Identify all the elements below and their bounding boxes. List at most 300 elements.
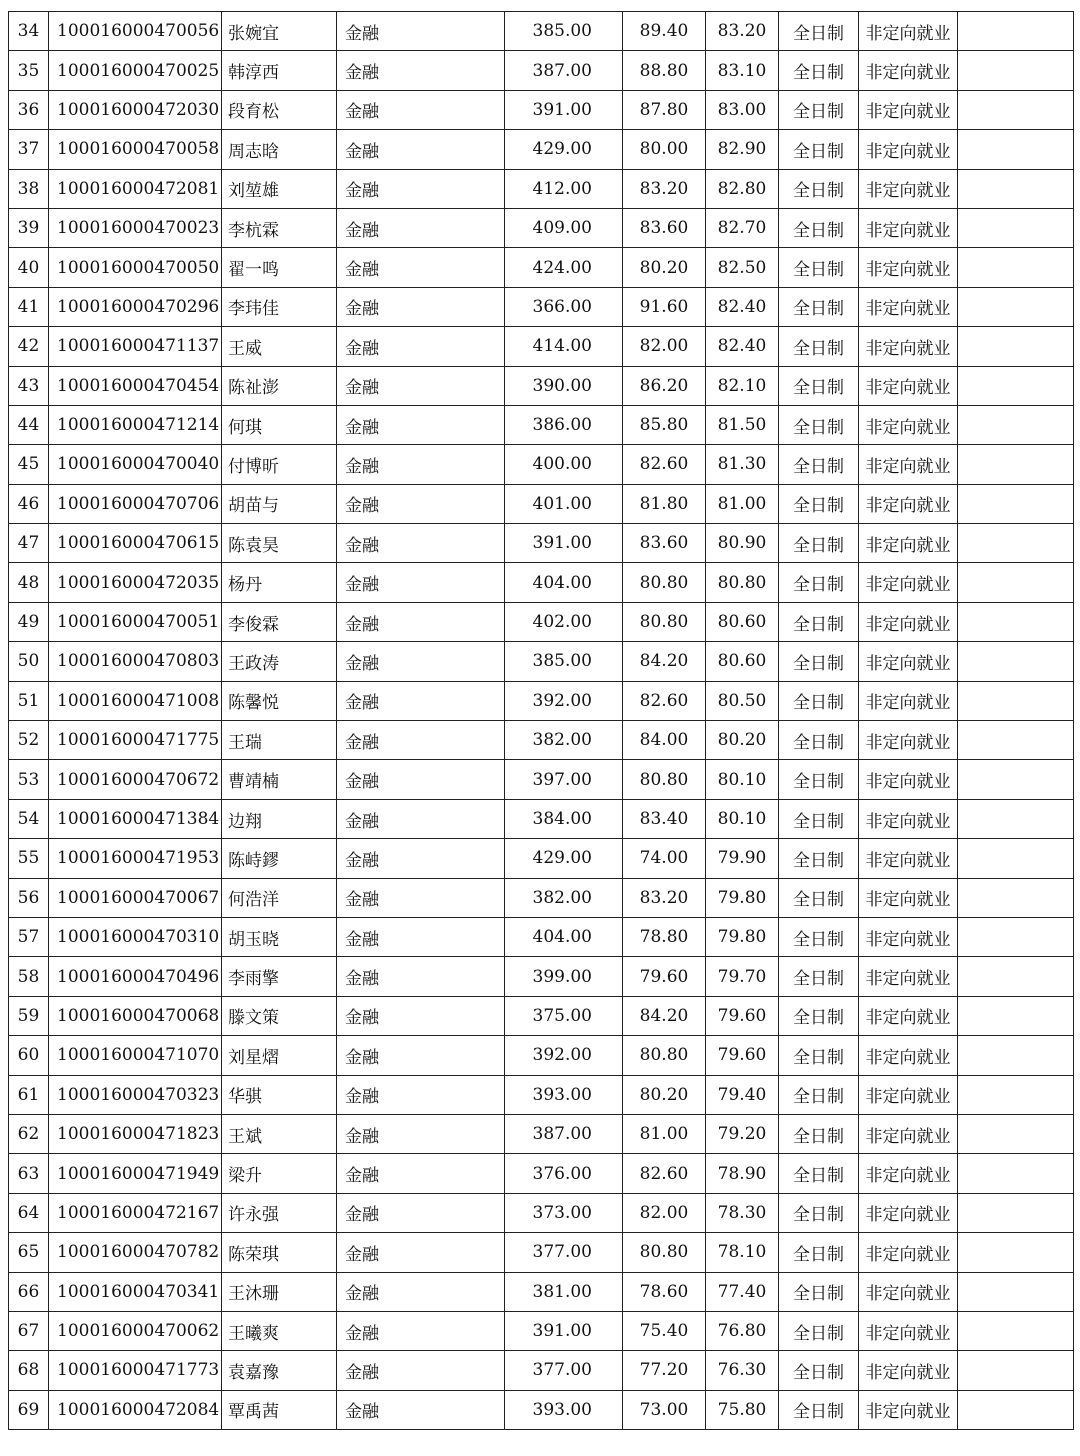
- exam-score-cell: 414.00: [505, 327, 623, 366]
- row-number-cell: 37: [9, 130, 49, 169]
- exam-score-cell: 385.00: [505, 642, 623, 681]
- major-cell: 金融: [337, 642, 505, 681]
- interview-score-cell: 80.80: [623, 1036, 706, 1075]
- interview-score-cell: 83.40: [623, 799, 706, 838]
- remark-cell: [958, 327, 1074, 366]
- exam-score-cell: 424.00: [505, 248, 623, 287]
- candidate-id-cell: 100016000470062: [49, 1311, 222, 1350]
- total-score-cell: 83.10: [706, 51, 779, 90]
- candidate-id-cell: 100016000470310: [49, 917, 222, 956]
- exam-score-cell: 390.00: [505, 366, 623, 405]
- total-score-cell: 81.50: [706, 405, 779, 444]
- candidate-id-cell: 100016000470496: [49, 957, 222, 996]
- table-row: [9, 208, 1074, 247]
- employment-type-cell: 非定向就业: [859, 1351, 958, 1390]
- total-score-cell: 81.00: [706, 484, 779, 523]
- candidate-name-cell: 李俊霖: [222, 602, 337, 641]
- candidate-name-cell: 刘堃雄: [222, 169, 337, 208]
- employment-type-cell: 非定向就业: [859, 1154, 958, 1193]
- employment-type-cell: 非定向就业: [859, 90, 958, 129]
- table-row: [9, 642, 1074, 681]
- remark-cell: [958, 130, 1074, 169]
- total-score-cell: 79.40: [706, 1075, 779, 1114]
- candidate-name-cell: 王威: [222, 327, 337, 366]
- major-cell: 金融: [337, 878, 505, 917]
- remark-cell: [958, 1233, 1074, 1272]
- interview-score-cell: 84.20: [623, 996, 706, 1035]
- table-row: [9, 484, 1074, 523]
- exam-score-cell: 409.00: [505, 208, 623, 247]
- remark-cell: [958, 1351, 1074, 1390]
- interview-score-cell: 80.80: [623, 760, 706, 799]
- table-row: [9, 169, 1074, 208]
- table-row: [9, 1154, 1074, 1193]
- table-row: [9, 248, 1074, 287]
- candidate-name-cell: 韩淳西: [222, 51, 337, 90]
- employment-type-cell: 非定向就业: [859, 366, 958, 405]
- remark-cell: [958, 721, 1074, 760]
- table-row: [9, 1114, 1074, 1153]
- major-cell: 金融: [337, 327, 505, 366]
- candidate-id-cell: 100016000471823: [49, 1114, 222, 1153]
- major-cell: 金融: [337, 996, 505, 1035]
- candidate-name-cell: 周志晗: [222, 130, 337, 169]
- candidate-id-cell: 100016000470051: [49, 602, 222, 641]
- study-mode-cell: 全日制: [779, 839, 859, 878]
- total-score-cell: 83.20: [706, 12, 779, 51]
- remark-cell: [958, 366, 1074, 405]
- major-cell: 金融: [337, 1075, 505, 1114]
- row-number-cell: 49: [9, 602, 49, 641]
- total-score-cell: 82.50: [706, 248, 779, 287]
- study-mode-cell: 全日制: [779, 957, 859, 996]
- candidate-id-cell: 100016000470040: [49, 445, 222, 484]
- table-row: [9, 524, 1074, 563]
- remark-cell: [958, 1036, 1074, 1075]
- candidate-id-cell: 100016000470782: [49, 1233, 222, 1272]
- exam-score-cell: 391.00: [505, 1311, 623, 1350]
- employment-type-cell: 非定向就业: [859, 405, 958, 444]
- table-row: [9, 1311, 1074, 1350]
- employment-type-cell: 非定向就业: [859, 1036, 958, 1075]
- major-cell: 金融: [337, 1272, 505, 1311]
- table-row: [9, 563, 1074, 602]
- interview-score-cell: 86.20: [623, 366, 706, 405]
- employment-type-cell: 非定向就业: [859, 484, 958, 523]
- candidate-name-cell: 陈荣琪: [222, 1233, 337, 1272]
- remark-cell: [958, 878, 1074, 917]
- study-mode-cell: 全日制: [779, 445, 859, 484]
- candidate-id-cell: 100016000471773: [49, 1351, 222, 1390]
- table-row: [9, 1233, 1074, 1272]
- remark-cell: [958, 1311, 1074, 1350]
- candidate-name-cell: 陈祉澎: [222, 366, 337, 405]
- total-score-cell: 82.80: [706, 169, 779, 208]
- remark-cell: [958, 602, 1074, 641]
- major-cell: 金融: [337, 366, 505, 405]
- total-score-cell: 82.40: [706, 287, 779, 326]
- total-score-cell: 80.90: [706, 524, 779, 563]
- candidate-id-cell: 100016000471384: [49, 799, 222, 838]
- row-number-cell: 44: [9, 405, 49, 444]
- interview-score-cell: 81.80: [623, 484, 706, 523]
- row-number-cell: 35: [9, 51, 49, 90]
- exam-score-cell: 392.00: [505, 1036, 623, 1075]
- candidate-name-cell: 杨丹: [222, 563, 337, 602]
- remark-cell: [958, 445, 1074, 484]
- row-number-cell: 38: [9, 169, 49, 208]
- employment-type-cell: 非定向就业: [859, 681, 958, 720]
- row-number-cell: 62: [9, 1114, 49, 1153]
- table-row: [9, 366, 1074, 405]
- total-score-cell: 80.10: [706, 799, 779, 838]
- candidate-id-cell: 100016000470058: [49, 130, 222, 169]
- total-score-cell: 80.60: [706, 602, 779, 641]
- total-score-cell: 79.60: [706, 1036, 779, 1075]
- employment-type-cell: 非定向就业: [859, 721, 958, 760]
- candidate-id-cell: 100016000471214: [49, 405, 222, 444]
- major-cell: 金融: [337, 51, 505, 90]
- candidate-name-cell: 陈馨悦: [222, 681, 337, 720]
- total-score-cell: 82.40: [706, 327, 779, 366]
- study-mode-cell: 全日制: [779, 1036, 859, 1075]
- interview-score-cell: 80.00: [623, 130, 706, 169]
- major-cell: 金融: [337, 1036, 505, 1075]
- candidate-name-cell: 滕文策: [222, 996, 337, 1035]
- remark-cell: [958, 287, 1074, 326]
- total-score-cell: 82.90: [706, 130, 779, 169]
- study-mode-cell: 全日制: [779, 996, 859, 1035]
- remark-cell: [958, 957, 1074, 996]
- study-mode-cell: 全日制: [779, 1311, 859, 1350]
- study-mode-cell: 全日制: [779, 602, 859, 641]
- table-row: [9, 445, 1074, 484]
- remark-cell: [958, 1075, 1074, 1114]
- remark-cell: [958, 1193, 1074, 1232]
- study-mode-cell: 全日制: [779, 51, 859, 90]
- row-number-cell: 53: [9, 760, 49, 799]
- interview-score-cell: 84.20: [623, 642, 706, 681]
- total-score-cell: 75.80: [706, 1390, 779, 1429]
- table-row: [9, 996, 1074, 1035]
- interview-score-cell: 80.80: [623, 563, 706, 602]
- study-mode-cell: 全日制: [779, 1154, 859, 1193]
- major-cell: 金融: [337, 721, 505, 760]
- row-number-cell: 66: [9, 1272, 49, 1311]
- candidate-name-cell: 胡苗与: [222, 484, 337, 523]
- table-row: [9, 327, 1074, 366]
- exam-score-cell: 386.00: [505, 405, 623, 444]
- study-mode-cell: 全日制: [779, 208, 859, 247]
- table-row: [9, 957, 1074, 996]
- interview-score-cell: 80.80: [623, 1233, 706, 1272]
- study-mode-cell: 全日制: [779, 130, 859, 169]
- row-number-cell: 55: [9, 839, 49, 878]
- table-row: [9, 760, 1074, 799]
- candidate-name-cell: 梁升: [222, 1154, 337, 1193]
- exam-score-cell: 373.00: [505, 1193, 623, 1232]
- major-cell: 金融: [337, 1114, 505, 1153]
- table-row: [9, 1390, 1074, 1429]
- candidate-name-cell: 陈峙鏐: [222, 839, 337, 878]
- study-mode-cell: 全日制: [779, 1193, 859, 1232]
- row-number-cell: 59: [9, 996, 49, 1035]
- major-cell: 金融: [337, 799, 505, 838]
- major-cell: 金融: [337, 602, 505, 641]
- remark-cell: [958, 51, 1074, 90]
- candidate-name-cell: 张婉宜: [222, 12, 337, 51]
- major-cell: 金融: [337, 1390, 505, 1429]
- study-mode-cell: 全日制: [779, 1075, 859, 1114]
- candidate-id-cell: 100016000472035: [49, 563, 222, 602]
- row-number-cell: 64: [9, 1193, 49, 1232]
- row-number-cell: 50: [9, 642, 49, 681]
- row-number-cell: 48: [9, 563, 49, 602]
- total-score-cell: 83.00: [706, 90, 779, 129]
- row-number-cell: 42: [9, 327, 49, 366]
- study-mode-cell: 全日制: [779, 799, 859, 838]
- row-number-cell: 67: [9, 1311, 49, 1350]
- row-number-cell: 68: [9, 1351, 49, 1390]
- candidate-name-cell: 陈袁昊: [222, 524, 337, 563]
- candidate-id-cell: 100016000470025: [49, 51, 222, 90]
- employment-type-cell: 非定向就业: [859, 169, 958, 208]
- study-mode-cell: 全日制: [779, 917, 859, 956]
- exam-score-cell: 401.00: [505, 484, 623, 523]
- study-mode-cell: 全日制: [779, 563, 859, 602]
- employment-type-cell: 非定向就业: [859, 287, 958, 326]
- employment-type-cell: 非定向就业: [859, 208, 958, 247]
- table-body: [9, 12, 1074, 1430]
- study-mode-cell: 全日制: [779, 484, 859, 523]
- candidate-id-cell: 100016000471137: [49, 327, 222, 366]
- interview-score-cell: 78.80: [623, 917, 706, 956]
- table-row: [9, 1036, 1074, 1075]
- total-score-cell: 79.20: [706, 1114, 779, 1153]
- major-cell: 金融: [337, 445, 505, 484]
- employment-type-cell: 非定向就业: [859, 996, 958, 1035]
- exam-score-cell: 377.00: [505, 1233, 623, 1272]
- table-row: [9, 721, 1074, 760]
- interview-score-cell: 91.60: [623, 287, 706, 326]
- admission-table: [8, 11, 1074, 1430]
- study-mode-cell: 全日制: [779, 12, 859, 51]
- row-number-cell: 39: [9, 208, 49, 247]
- remark-cell: [958, 760, 1074, 799]
- study-mode-cell: 全日制: [779, 366, 859, 405]
- table-row: [9, 130, 1074, 169]
- study-mode-cell: 全日制: [779, 524, 859, 563]
- major-cell: 金融: [337, 524, 505, 563]
- major-cell: 金融: [337, 760, 505, 799]
- exam-score-cell: 391.00: [505, 90, 623, 129]
- major-cell: 金融: [337, 287, 505, 326]
- remark-cell: [958, 917, 1074, 956]
- exam-score-cell: 393.00: [505, 1075, 623, 1114]
- exam-score-cell: 397.00: [505, 760, 623, 799]
- candidate-id-cell: 100016000471953: [49, 839, 222, 878]
- study-mode-cell: 全日制: [779, 169, 859, 208]
- interview-score-cell: 83.20: [623, 878, 706, 917]
- remark-cell: [958, 839, 1074, 878]
- table-row: [9, 1351, 1074, 1390]
- candidate-name-cell: 段育松: [222, 90, 337, 129]
- total-score-cell: 79.80: [706, 878, 779, 917]
- table-row: [9, 90, 1074, 129]
- candidate-id-cell: 100016000472081: [49, 169, 222, 208]
- candidate-name-cell: 翟一鸣: [222, 248, 337, 287]
- table-row: [9, 287, 1074, 326]
- remark-cell: [958, 90, 1074, 129]
- table-row: [9, 839, 1074, 878]
- interview-score-cell: 80.20: [623, 248, 706, 287]
- candidate-id-cell: 100016000470067: [49, 878, 222, 917]
- table-row: [9, 12, 1074, 51]
- interview-score-cell: 82.00: [623, 1193, 706, 1232]
- interview-score-cell: 82.60: [623, 1154, 706, 1193]
- remark-cell: [958, 1114, 1074, 1153]
- employment-type-cell: 非定向就业: [859, 1114, 958, 1153]
- total-score-cell: 80.60: [706, 642, 779, 681]
- exam-score-cell: 400.00: [505, 445, 623, 484]
- employment-type-cell: 非定向就业: [859, 839, 958, 878]
- interview-score-cell: 78.60: [623, 1272, 706, 1311]
- employment-type-cell: 非定向就业: [859, 957, 958, 996]
- study-mode-cell: 全日制: [779, 1272, 859, 1311]
- exam-score-cell: 384.00: [505, 799, 623, 838]
- candidate-id-cell: 100016000471949: [49, 1154, 222, 1193]
- remark-cell: [958, 405, 1074, 444]
- row-number-cell: 47: [9, 524, 49, 563]
- candidate-id-cell: 100016000470615: [49, 524, 222, 563]
- employment-type-cell: 非定向就业: [859, 602, 958, 641]
- candidate-name-cell: 李玮佳: [222, 287, 337, 326]
- exam-score-cell: 381.00: [505, 1272, 623, 1311]
- employment-type-cell: 非定向就业: [859, 1193, 958, 1232]
- exam-score-cell: 399.00: [505, 957, 623, 996]
- employment-type-cell: 非定向就业: [859, 799, 958, 838]
- employment-type-cell: 非定向就业: [859, 12, 958, 51]
- row-number-cell: 51: [9, 681, 49, 720]
- employment-type-cell: 非定向就业: [859, 445, 958, 484]
- interview-score-cell: 83.60: [623, 524, 706, 563]
- major-cell: 金融: [337, 1233, 505, 1272]
- major-cell: 金融: [337, 484, 505, 523]
- total-score-cell: 79.70: [706, 957, 779, 996]
- remark-cell: [958, 1272, 1074, 1311]
- study-mode-cell: 全日制: [779, 1233, 859, 1272]
- table-row: [9, 799, 1074, 838]
- study-mode-cell: 全日制: [779, 642, 859, 681]
- study-mode-cell: 全日制: [779, 287, 859, 326]
- total-score-cell: 79.90: [706, 839, 779, 878]
- employment-type-cell: 非定向就业: [859, 248, 958, 287]
- remark-cell: [958, 248, 1074, 287]
- candidate-id-cell: 100016000470056: [49, 12, 222, 51]
- major-cell: 金融: [337, 839, 505, 878]
- candidate-id-cell: 100016000472030: [49, 90, 222, 129]
- interview-score-cell: 77.20: [623, 1351, 706, 1390]
- exam-score-cell: 412.00: [505, 169, 623, 208]
- employment-type-cell: 非定向就业: [859, 327, 958, 366]
- candidate-id-cell: 100016000470296: [49, 287, 222, 326]
- candidate-name-cell: 曹靖楠: [222, 760, 337, 799]
- candidate-id-cell: 100016000470803: [49, 642, 222, 681]
- total-score-cell: 80.20: [706, 721, 779, 760]
- table-row: [9, 405, 1074, 444]
- interview-score-cell: 87.80: [623, 90, 706, 129]
- row-number-cell: 36: [9, 90, 49, 129]
- candidate-name-cell: 边翔: [222, 799, 337, 838]
- study-mode-cell: 全日制: [779, 721, 859, 760]
- candidate-name-cell: 王沐珊: [222, 1272, 337, 1311]
- remark-cell: [958, 681, 1074, 720]
- exam-score-cell: 402.00: [505, 602, 623, 641]
- candidate-name-cell: 覃禹茜: [222, 1390, 337, 1429]
- candidate-name-cell: 许永强: [222, 1193, 337, 1232]
- major-cell: 金融: [337, 248, 505, 287]
- row-number-cell: 34: [9, 12, 49, 51]
- exam-score-cell: 429.00: [505, 130, 623, 169]
- employment-type-cell: 非定向就业: [859, 878, 958, 917]
- total-score-cell: 76.30: [706, 1351, 779, 1390]
- candidate-id-cell: 100016000470023: [49, 208, 222, 247]
- study-mode-cell: 全日制: [779, 248, 859, 287]
- exam-score-cell: 382.00: [505, 878, 623, 917]
- candidate-id-cell: 100016000470341: [49, 1272, 222, 1311]
- candidate-id-cell: 100016000471008: [49, 681, 222, 720]
- major-cell: 金融: [337, 169, 505, 208]
- interview-score-cell: 81.00: [623, 1114, 706, 1153]
- interview-score-cell: 82.60: [623, 445, 706, 484]
- total-score-cell: 80.10: [706, 760, 779, 799]
- interview-score-cell: 88.80: [623, 51, 706, 90]
- employment-type-cell: 非定向就业: [859, 1272, 958, 1311]
- candidate-name-cell: 胡玉晓: [222, 917, 337, 956]
- study-mode-cell: 全日制: [779, 327, 859, 366]
- interview-score-cell: 75.40: [623, 1311, 706, 1350]
- remark-cell: [958, 563, 1074, 602]
- table-row: [9, 878, 1074, 917]
- remark-cell: [958, 996, 1074, 1035]
- row-number-cell: 60: [9, 1036, 49, 1075]
- total-score-cell: 80.80: [706, 563, 779, 602]
- remark-cell: [958, 484, 1074, 523]
- study-mode-cell: 全日制: [779, 878, 859, 917]
- candidate-name-cell: 袁嘉豫: [222, 1351, 337, 1390]
- total-score-cell: 76.80: [706, 1311, 779, 1350]
- remark-cell: [958, 642, 1074, 681]
- table-row: [9, 681, 1074, 720]
- row-number-cell: 58: [9, 957, 49, 996]
- employment-type-cell: 非定向就业: [859, 1390, 958, 1429]
- employment-type-cell: 非定向就业: [859, 563, 958, 602]
- candidate-name-cell: 王斌: [222, 1114, 337, 1153]
- table-row: [9, 1075, 1074, 1114]
- row-number-cell: 65: [9, 1233, 49, 1272]
- interview-score-cell: 82.60: [623, 681, 706, 720]
- exam-score-cell: 387.00: [505, 1114, 623, 1153]
- study-mode-cell: 全日制: [779, 405, 859, 444]
- interview-score-cell: 80.20: [623, 1075, 706, 1114]
- employment-type-cell: 非定向就业: [859, 1233, 958, 1272]
- major-cell: 金融: [337, 1351, 505, 1390]
- major-cell: 金融: [337, 1193, 505, 1232]
- candidate-name-cell: 何琪: [222, 405, 337, 444]
- candidate-id-cell: 100016000470068: [49, 996, 222, 1035]
- exam-score-cell: 375.00: [505, 996, 623, 1035]
- study-mode-cell: 全日制: [779, 1351, 859, 1390]
